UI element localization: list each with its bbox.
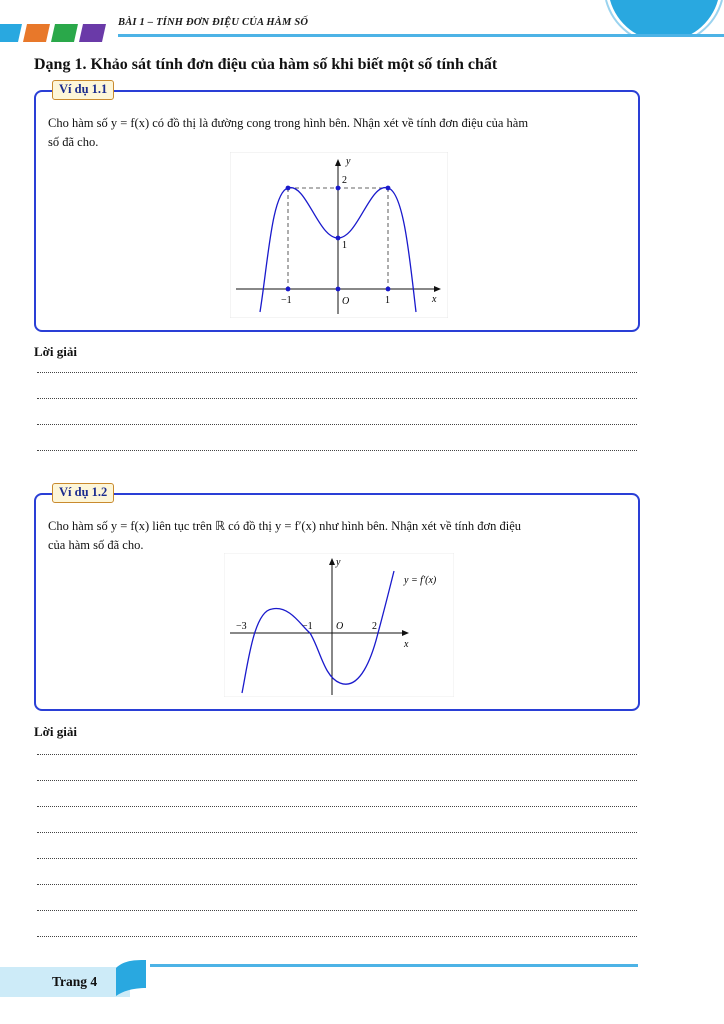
graph-2-label-origin: O [336,621,344,632]
header-stripes [0,24,110,48]
example-1-line-2: số đã cho. [48,135,99,149]
graph-1-point-x1 [386,287,391,292]
solution-label-1: Lời giải [34,344,77,359]
footer-page-flap [114,958,148,1002]
answer-line[interactable] [37,754,637,755]
example-2-line-2: của hàm số đã cho. [48,538,144,552]
header-corner-decoration [604,0,724,38]
example-text-2 [48,517,628,555]
graph-1-tick-xm1: −1 [281,295,292,306]
graph-2-label-x: x [404,639,409,650]
graph-2-tick-xm3: −3 [236,621,247,632]
graph-1-label-origin: O [342,296,350,307]
graph-1-point-xm1 [286,287,291,292]
solution-label-2: Lời giải [34,724,77,739]
graph-1-point-min [336,236,341,241]
answer-line[interactable] [37,936,637,937]
example-1-line-1: Cho hàm số y = f(x) có đồ thị là đường cong trong hình bên. Nhận xét về tính đơn điệu của hàm [48,116,529,130]
example-tag-2: Ví dụ 1.2 [52,483,114,503]
graph-2-svg [224,553,454,697]
graph-1-tick-x1: 1 [385,295,390,306]
answer-line[interactable] [37,398,637,399]
page-flap-graphic [114,958,148,998]
graph-2-tick-xm1: −1 [302,621,313,632]
graph-1-point-right-max [386,186,391,191]
graph-1-tick-y1: 1 [342,240,347,251]
answer-line[interactable] [37,910,637,911]
graph-1-point-y2 [336,186,341,191]
page-number: Trang 4 [52,974,98,989]
example-tag-1: Ví dụ 1.1 [52,80,114,100]
header-stripes-graphic [0,24,110,44]
answer-line[interactable] [37,372,637,373]
graph-1-label-y: y [346,156,351,167]
graph-1-label-x: x [432,294,437,305]
graph-1-point-left-max [286,186,291,191]
section-heading: Dạng 1. Khảo sát tính đơn điệu của hàm số khi biết một số tính chất [34,56,498,73]
corner-arc-graphic [604,0,724,34]
answer-line[interactable] [37,450,637,451]
example-box-2 [34,485,640,711]
answer-line[interactable] [37,884,637,885]
graph-1-point-origin [336,287,341,292]
answer-line[interactable] [37,424,637,425]
graph-1-tick-y2: 2 [342,175,347,186]
example-2-line-1: Cho hàm số y = f(x) liên tục trên ℝ có đồ thị y = f′(x) như hình bên. Nhận xét về tính đơn điệu [48,519,522,533]
answer-line[interactable] [37,832,637,833]
graph-1 [230,152,448,318]
example-box-1 [34,82,640,332]
graph-2-label-y: y [336,557,341,568]
graph-1-svg [230,152,448,318]
graph-2 [224,553,454,697]
answer-line[interactable] [37,858,637,859]
answer-line[interactable] [37,780,637,781]
example-text-1 [48,114,628,152]
footer-rule [150,964,638,967]
graph-2-curve-label: y = f′(x) [404,575,437,586]
chapter-title: BÀI 1 – TÍNH ĐƠN ĐIỆU CỦA HÀM SỐ [118,17,309,28]
graph-2-tick-x2: 2 [372,621,377,632]
answer-line[interactable] [37,806,637,807]
